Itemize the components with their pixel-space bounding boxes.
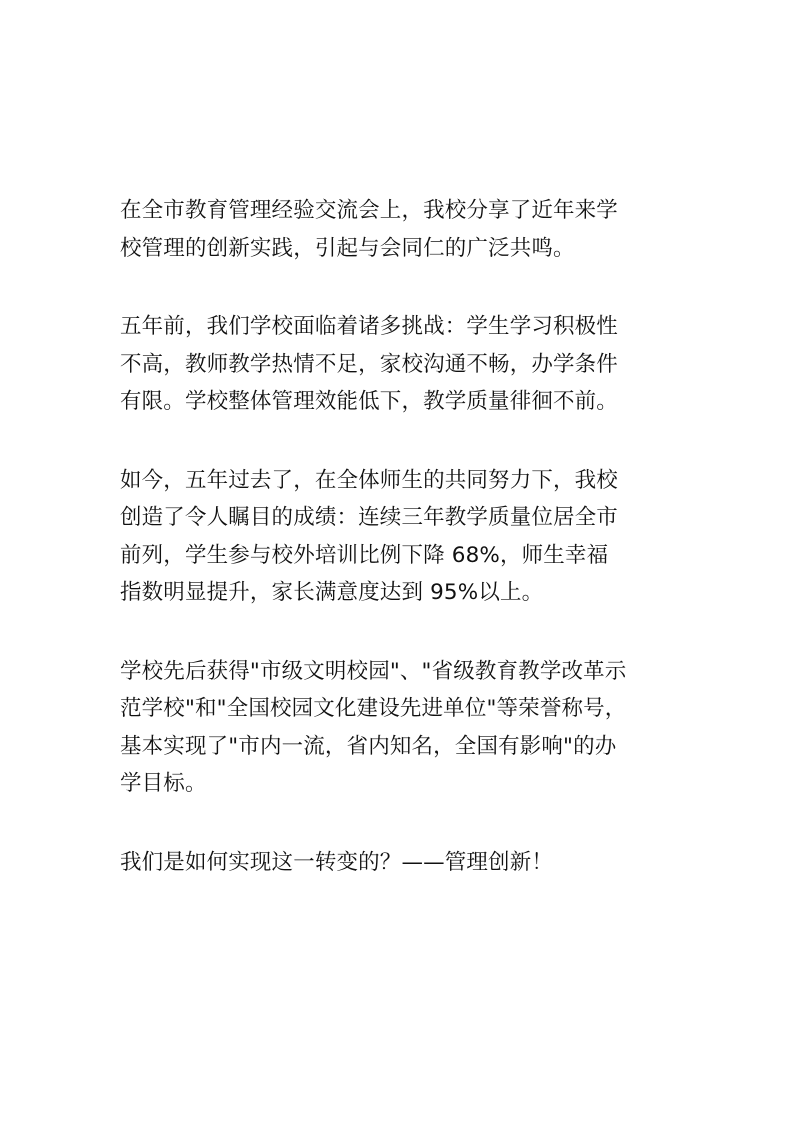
text-line: 不高，教师教学热情不足，家校沟通不畅，办学条件 xyxy=(120,351,618,377)
text-line: 指数明显提升，家长满意度达到 95%以上。 xyxy=(120,580,544,605)
text-line: 我们是如何实现这一转变的？——管理创新！ xyxy=(120,849,554,875)
paragraph-intro xyxy=(120,192,676,267)
paragraph-achievements xyxy=(120,462,676,612)
text-line: 如今，五年过去了，在全体师生的共同努力下，我校 xyxy=(120,467,618,493)
text-line: 学校先后获得"市级文明校园"、"省级教育教学改革示 xyxy=(120,658,627,684)
text-line: 五年前，我们学校面临着诸多挑战：学生学习积极性 xyxy=(120,314,618,339)
text-line: 在全市教育管理经验交流会上，我校分享了近年来学 xyxy=(120,198,618,223)
text-line: 范学校"和"全国校园文化建设先进单位"等荣誉称号， xyxy=(120,696,627,721)
text-line: 前列，学生参与校外培训比例下降 68%，师生幸福 xyxy=(120,542,609,568)
paragraph-honors xyxy=(120,653,676,803)
text-line: 基本实现了"市内一流，省内知名，全国有影响"的办 xyxy=(120,733,617,759)
text-line: 有限。学校整体管理效能低下，教学质量徘徊不前。 xyxy=(120,389,618,414)
text-line: 学目标。 xyxy=(120,771,207,796)
paragraph-past-challenges xyxy=(120,308,676,421)
document-page xyxy=(120,192,676,922)
paragraph-question xyxy=(120,844,676,882)
text-line: 校管理的创新实践，引起与会同仁的广泛共鸣。 xyxy=(120,235,575,261)
text-line: 创造了令人瞩目的成绩：连续三年教学质量位居全市 xyxy=(120,505,618,530)
